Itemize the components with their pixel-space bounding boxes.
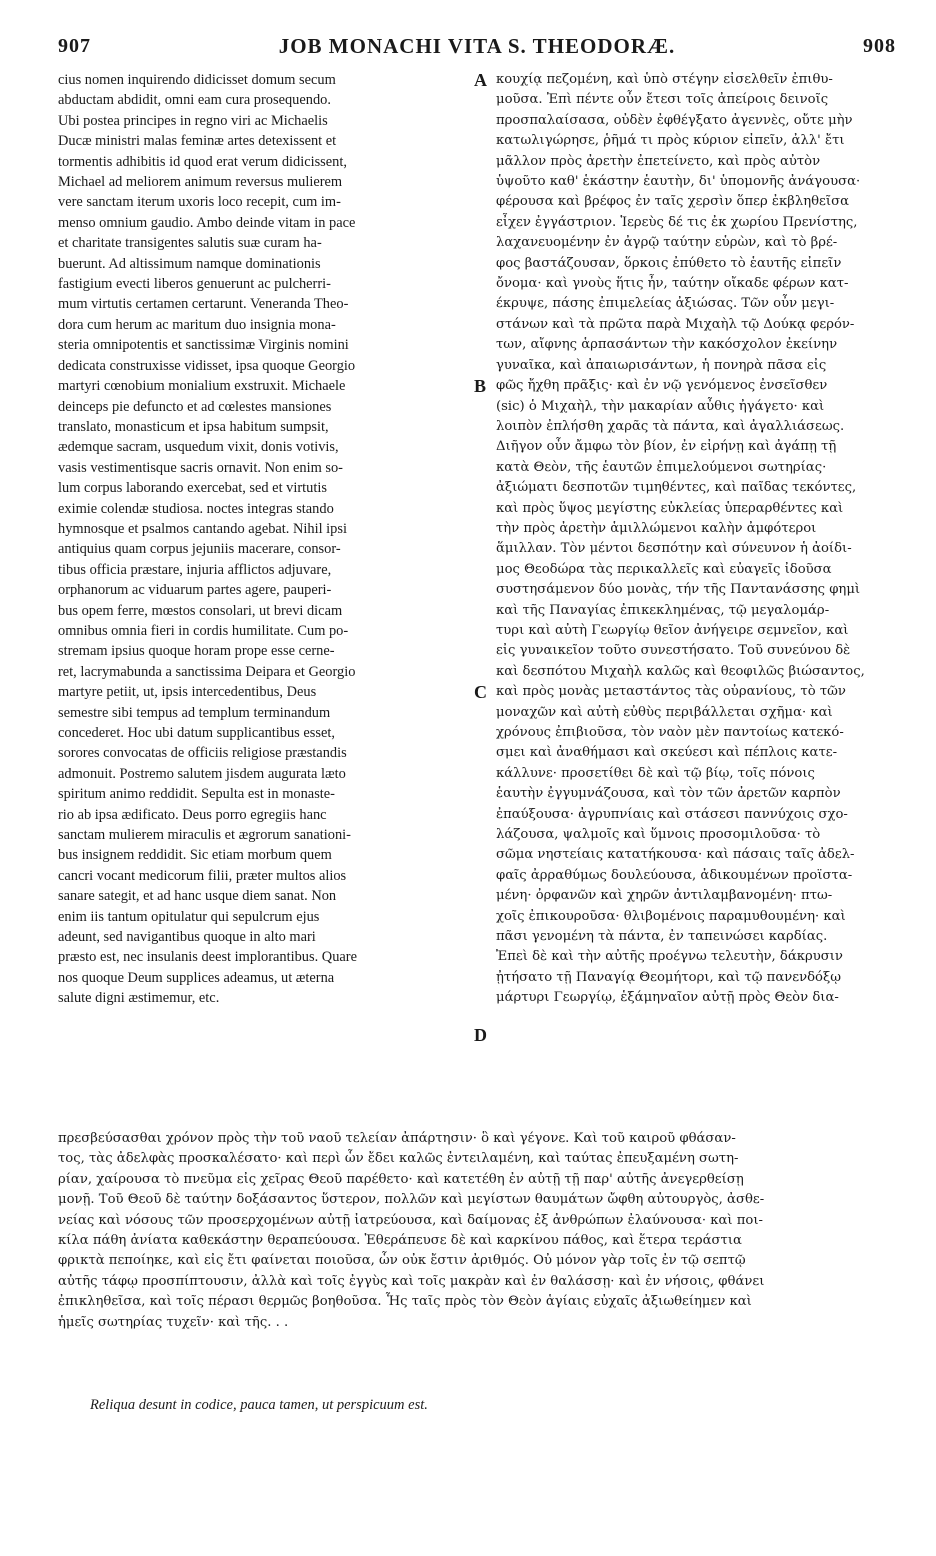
greek-text-line: μένη· ὀρφανῶν καὶ χηρῶν ἀντιλαμβανομένη· πτω- — [496, 888, 833, 904]
greek-text-line: σμει καὶ ἀναθήμασι καὶ σκεύεσι καὶ πέπλοις κατε- — [496, 745, 838, 761]
latin-text-line: bus insignem reddidit. Sic etiam morbum quem — [58, 847, 332, 864]
latin-text-line: menso omnium gaudio. Ambo deinde vitam in pace — [58, 214, 356, 231]
latin-text-line: tormentis adhibitis id quod erat verum didicissent, — [58, 153, 347, 170]
greek-text-line: τος, τὰς ἀδελφὰς προσκαλέσατο· καὶ περὶ ὧν ἔδει καλῶς ἐντειλαμένη, καὶ ταύτας ἐπευξαμένη σωτη- — [58, 1151, 739, 1167]
latin-text-line: steria omnipotentis et sanctissimæ Virginis nomini — [58, 337, 349, 354]
greek-text-line: τυρι καὶ αὐτὴ Γεωργίῳ θεῖον ἀνήγειρε σεμνεῖον, καὶ — [496, 622, 849, 638]
greek-text-line: λάζουσα, ψαλμοῖς καὶ ὕμνοις προσομιλοῦσα· τὸ — [496, 827, 821, 843]
latin-text-line: salute digni æstimemur, etc. — [58, 990, 220, 1007]
greek-text-line: καὶ δεσπότου Μιχαὴλ καλῶς καὶ θεοφιλῶς βιώσαντος, — [496, 663, 865, 679]
page-header — [58, 30, 896, 62]
greek-text-line: μος Θεοδώρα τὰς περικαλλεῖς καὶ εὐαγεῖς ἰδοῦσα — [496, 561, 832, 577]
latin-text-line: spiritum animo reddidit. Sepulta est in monaste- — [58, 786, 335, 803]
greek-text-line: ἅμιλλαν. Τὸν μέντοι δεσπότην καὶ σύνευνον ἡ ἀοίδι- — [496, 541, 852, 557]
greek-text-line: φέρουσα καὶ βρέφος ἐν ταῖς χερσὶν ὅπερ ἐκβληθεῖσα — [496, 194, 849, 210]
latin-text-line: hymnosque et psalmos cantando agebat. Nihil ipsi — [58, 520, 347, 537]
latin-text-line: martyre petiit, ut, ipsis intercedentibus, Deus — [58, 684, 317, 701]
latin-text-line: adeunt, sed navigantibus quoque in alto mari — [58, 929, 316, 946]
greek-text-line: ὄνομα· καὶ γνοὺς ἥτις ἦν, ταύτην οἴκαδε φέρων κατ- — [496, 276, 849, 292]
latin-text-line: sorores convocatas de officiis religiose præstandis — [58, 745, 347, 762]
latin-text-line: Michael ad meliorem animum reversus mulierem — [58, 174, 343, 191]
latin-text-line: martyri cœnobium monialium exstruxit. Michaele — [58, 378, 346, 395]
greek-text-line: Διῆγον οὖν ἄμφω τὸν βίον, ἐν εἰρήνῃ καὶ ἀγάπῃ τῇ — [496, 439, 837, 455]
left-page-number: 907 — [58, 34, 91, 57]
latin-text-line: vasis vestimentisque sacris ornavit. Non enim so- — [58, 459, 343, 476]
greek-text-line: έκρυψε, πάσης ἐπιμελείας ἀξιώσας. Τῶν οὖν μεγι- — [496, 296, 835, 312]
latin-text-line: orphanorum ac viduarum partes agere, pauperi- — [58, 582, 332, 599]
latin-text-line: fastigium evecti liberos genuerunt ac pulcherri- — [58, 276, 331, 293]
latin-text-line: deinceps pie defuncto et ad cœlestes mansiones — [58, 398, 332, 415]
margin-marker-a: A — [474, 70, 487, 90]
greek-text-line: προσπαλαίσασα, οὐδὲν ἐφθέγξατο ἀγεννὲς, οὔτε μὴν — [496, 112, 853, 128]
latin-text-line: admonuit. Postremo salutem jisdem augurata læto — [58, 765, 346, 782]
greek-text-line: μᾶλλον πρὸς ἀρετὴν ἐπετείνετο, καὶ πρὸς αὐτὸν — [496, 153, 821, 169]
greek-text-line: ἐπικληθεῖσα, καὶ τοῖς πέρασι θερμῶς βοηθοῦσα. Ἧς ταῖς πρὸς τὸν Θεὸν ἁγίαις εὐχαῖς ἀξιωθείημεν καὶ — [58, 1294, 752, 1310]
latin-text-line: stremam ipsius quoque horam prope esse cerne- — [58, 643, 335, 660]
greek-text-line: ἡμεῖς σωτηρίας τυχεῖν· καὶ τῆς. . . — [58, 1314, 289, 1330]
greek-text-line: στάνων καὶ τὰ πρῶτα παρὰ Μιχαὴλ τῷ Δούκᾳ φερόν- — [496, 316, 855, 332]
greek-text-line: συστησάμενον δύο μονὰς, τήν τῆς Παντανάσσης φημὶ — [496, 582, 861, 598]
latin-text-line: nos quoque Deum supplices adeamus, ut æterna — [58, 969, 335, 986]
greek-text-line: καὶ πρὸς ὕψος μεγίστης εὐκλείας ὑπεραρθέντες καὶ — [496, 500, 844, 516]
greek-text-line: μονῇ. Τοῦ Θεοῦ δὲ ταύτην δοξάσαντος ὕστερον, πολλῶν καὶ μεγίστων θαυμάτων ὤφθη αὐτουργὸς, ἀσθε- — [58, 1192, 765, 1208]
greek-text-line: μοῦσα. Ἐπὶ πέντε οὖν ἔτεσι τοῖς ἀπείροις δεινοῖς — [496, 92, 829, 108]
greek-text-line: εἶχεν ἐγγάστριον. Ἱερεὺς δέ τις ἐκ χωρίου Πρενίστης, — [496, 214, 858, 230]
running-title: JOB MONACHI VITA S. THEODORÆ. — [278, 33, 676, 58]
greek-text-line: (sic) ὁ Μιχαὴλ, τὴν μακαρίαν αὖθις ἠγάγετο· καὶ — [496, 398, 825, 414]
latin-text-line: enim iis tantum opitulatur qui sepulcrum ejus — [58, 908, 320, 925]
greek-text-line: ρίαν, χαίρουσα τὸ πνεῦμα εἰς χεῖρας Θεοῦ παρέθετο· καὶ κατετέθη ἐν αὐτῇ τῇ παρ' αὐτῆς ἀνεγερθείσῃ — [58, 1171, 744, 1187]
greek-text-line: σῶμα νηστείαις κατατήκουσα· καὶ πάσαις ταῖς ἀδελ- — [496, 847, 855, 863]
greek-text-line: ἑαυτὴν ἐγγυμνάζουσα, καὶ τὸν τῶν ἀρετῶν καρπὸν — [496, 786, 841, 802]
latin-text-line: lum corpus laborando exercebat, sed et virtutis — [58, 480, 327, 497]
latin-text-line: eximie colendæ studiosa. noctes integras stando — [58, 500, 334, 517]
latin-text-line: mum virtutis certamen certarunt. Veneranda Theo- — [58, 296, 349, 313]
greek-text-line: μάρτυρι Γεωργίῳ, ἑξάμηναῖον αὐτῇ πρὸς Θεὸν δια- — [496, 990, 839, 1006]
latin-text-line: tibus officia præstare, injuria afflictos adjuvare, — [58, 561, 332, 578]
latin-text-line: cius nomen inquirendo didicisset domum secum — [58, 72, 336, 88]
margin-marker-b: B — [474, 376, 487, 396]
latin-text-line: translato, monasticum et ipsa habitum sumpsit, — [58, 418, 329, 435]
latin-text-line: ret, lacrymabunda a sanctissima Deipara et Georgio — [58, 663, 356, 680]
margin-marker-c: C — [474, 682, 487, 702]
latin-text-line: omnibus omnia fieri in cordis humilitate. Cum po- — [58, 622, 349, 639]
greek-text-line: φαῖς ἀρραθύμως δουλεύουσα, ἀδικουμένων προϊστα- — [496, 867, 853, 883]
latin-text-line: rio ab ipsa ædificato. Deus porro egregiis hanc — [58, 806, 327, 823]
greek-text-line: φος βαστάζουσαν, ὅρκοις ἐπύθετο τὸ ἑαυτῆς εἰπεῖν — [496, 255, 842, 271]
greek-text-line: καὶ πρὸς μονὰς μεταστάντος τὰς οὐρανίους, τὸ τῶν — [496, 684, 846, 700]
latin-text-line: Ducæ ministri malas feminæ artes detexissent et — [58, 133, 337, 150]
latin-text-line: vere sanctam iterum uxoris loco recepit, cum im- — [58, 194, 341, 211]
latin-text-line: præsto est, nec insulanis deest implorantibus. Quare — [58, 949, 357, 966]
greek-text-line: γυναῖκα, καὶ ἀπαιωρισάντων, ἡ πονηρὰ πᾶσα εἰς — [496, 357, 827, 373]
greek-column — [496, 70, 908, 1009]
latin-text-line: semestre sibi tempus ad templum terminandum — [58, 704, 331, 721]
latin-text-line: ædemque sacram, usquedum vixit, donis votivis, — [58, 439, 339, 456]
latin-text-line: bus opem ferre, mœstos consolari, ut brevi dicam — [58, 602, 343, 619]
latin-text-line: abductam abdidit, omni eam cura prosequendo. — [58, 92, 331, 109]
greek-text-line: πρεσβεύσασθαι χρόνον πρὸς τὴν τοῦ ναοῦ τελείαν ἀπάρτησιν· ὃ καὶ γέγονε. Καὶ τοῦ καιροῦ φθάσαν- — [58, 1131, 736, 1146]
greek-text-line: κίλα πάθη ἀνίατα καθεκάστην θεραπεύουσα. Ἐθεράπευσε δὲ καὶ καρκίνου πάθος, καὶ ἕτερα τεράστια — [58, 1233, 742, 1249]
greek-text-line: νείας καὶ νόσους τῶν προσερχομένων αὐτῇ ἰατρεύουσα, καὶ δαίμονας ἐξ ἀνθρώπων ἐλαύνουσα· καὶ ποι- — [58, 1212, 763, 1228]
right-page-number: 908 — [863, 34, 896, 57]
greek-text-line: κάλλυνε· προσετίθει δὲ καὶ τῷ βίῳ, τοῖς πόνοις — [496, 765, 815, 781]
greek-text-line: εἰς γυναικεῖον τοῦτο συνεστήσατο. Τοῦ συνεύνου δὲ — [496, 643, 851, 659]
latin-text-line: dedicata construxisse vidisset, ipsa quoque Georgio — [58, 357, 356, 374]
latin-text-line: et charitate transigentes salutis suæ curam ha- — [58, 235, 322, 252]
greek-text-line: αὐτῆς τάφῳ προσπίπτουσιν, ἀλλὰ καὶ τοῖς ἐγγὺς καὶ τοῖς μακρὰν καὶ ἐν θαλάσσῃ· καὶ ἐν νήσοις, φθάνει — [58, 1273, 765, 1289]
latin-text-line: Ubi postea principes in regno viri ac Michaelis — [58, 112, 328, 129]
latin-text-line: cancri vocant medicorum filii, præter multos alios — [58, 867, 347, 884]
greek-text-line: φῶς ἤχθη πρᾶξις· καὶ ἐν νῷ γενόμενος ἐνσεῖσθεν — [496, 378, 828, 394]
latin-text-line: antiquius quam corpus jejuniis macerare, consor- — [58, 541, 341, 558]
greek-text-line: φρικτὰ πεποίηκε, καὶ εἰς ἔτι φαίνεται ποιοῦσα, ὧν οὐκ ἔστιν ἀριθμός. Οὐ μόνον γὰρ τοῖς ἐν τῷ σεπτῷ — [58, 1253, 746, 1269]
greek-text-line: ὑψοῦτο καθ' ἑκάστην ἑαυτὴν, δι' ὑπομονῆς ἀνάγουσα· — [496, 174, 861, 190]
greek-text-line: λαχανευομένην ἐν ἀγρῷ ταύτην εὑρὼν, καὶ τὸ βρέ- — [496, 235, 838, 251]
latin-text-line: concederet. Hoc ubi datum supplicantibus esset, — [58, 725, 335, 741]
latin-column — [58, 70, 472, 1009]
greek-text-line: Ἐπεὶ δὲ καὶ τὴν αὐτῆς προέγνω τελευτὴν, δάκρυσιν — [496, 949, 843, 965]
editorial-note: Reliqua desunt in codice, pauca tamen, ut perspicuum est. — [90, 1397, 428, 1413]
greek-text-line: μοναχῶν καὶ αὐτὴ εὐθὺς περιβάλλεται σχῆμα· καὶ — [496, 704, 833, 720]
greek-text-line: καὶ τῆς Παναγίας ἐπικεκλημένας, τῷ μεγαλομάρ- — [496, 602, 830, 618]
greek-text-line: τὴν πρὸς ἀρετὴν ἁμιλλώμενοι καλὴν ἀμφότεροι — [496, 520, 817, 536]
latin-text-line: sanare sategit, et ad hanc usque diem sanat. Non — [58, 888, 337, 905]
greek-text-line: χοῖς ἐπικουροῦσα· θλιβομένοις παραμυθουμένη· καὶ — [496, 908, 846, 924]
greek-text-line: χρόνους ἐπιβιοῦσα, τὸν ναὸν μὲν παντοίως κατεκό- — [496, 725, 844, 740]
greek-text-line: πᾶσι γενομένη τὰ πάντα, ἐν ταπεινώσει καρδίας. — [496, 929, 828, 945]
latin-text-line: dora cum herum ac maritum duo insignia mona- — [58, 316, 336, 333]
greek-text-line: ἐπαύξουσα· ἀγρυπνίαις καὶ στάσεσι παννύχοις σχο- — [496, 806, 848, 822]
greek-text-line: ᾐτήσατο τῇ Παναγίᾳ Θεομήτορι, καὶ τῷ πανενδόξῳ — [496, 969, 841, 985]
greek-text-line: ἀξιώματι δεσποτῶν τιμηθέντες, καὶ παῖδας τεκόντες, — [496, 480, 857, 496]
latin-text-line: sanctam mulierem miraculis et ægrorum sanationi- — [58, 827, 351, 844]
greek-text-line: των, αἴφνης ἁρπασάντων τὴν κακόσχολον ἐκείνην — [496, 337, 838, 353]
greek-text-line: κατὰ Θεὸν, τῆς ἑαυτῶν ἐπιμελούμενοι σωτηρίας· — [496, 459, 827, 475]
full-width-greek-text — [58, 1129, 908, 1333]
greek-text-line: κουχίᾳ πεζομένη, καὶ ὑπὸ στέγην εἰσελθεῖν ἐπιθυ- — [496, 72, 833, 87]
greek-text-line: λοιπὸν ἐπλήσθη χαρᾶς τὰ πάντα, καὶ ἀγαλλιάσεως. — [496, 418, 845, 434]
latin-text-line: buerunt. Ad altissimum namque dominationis — [58, 255, 321, 272]
greek-text-line: κατωλιγώρησε, ῥῆμά τι πρὸς κύριον εἰπεῖν, ἀλλ' ἔτι — [496, 133, 845, 149]
margin-marker-d: D — [474, 1025, 487, 1045]
